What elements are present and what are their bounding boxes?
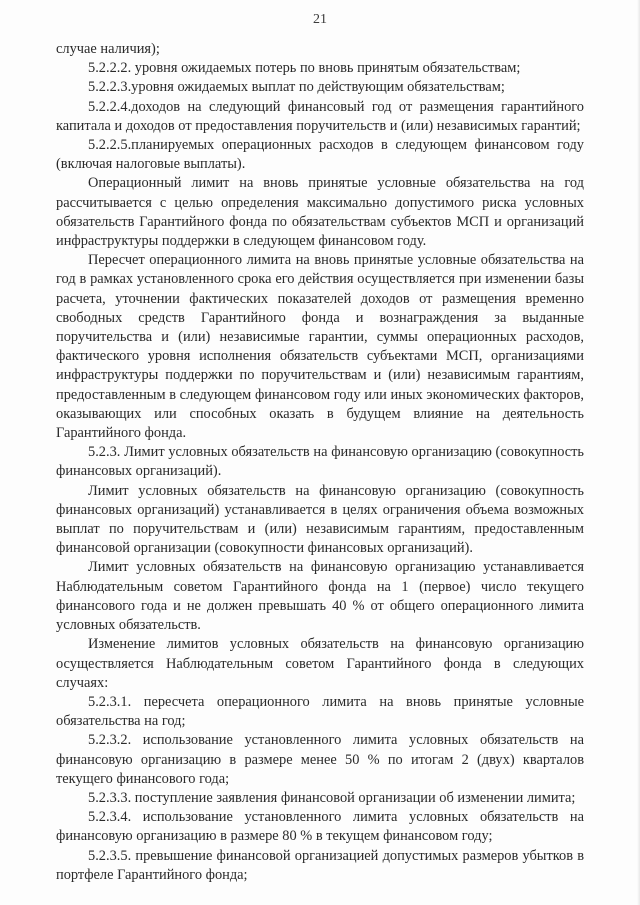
paragraph: 5.2.3.4. использование установленного лимита условных обязательств на финансовую организацию в размере 80 % в текущем финансовом году; xyxy=(56,809,584,845)
paragraph: 5.2.2.3.уровня ожидаемых выплат по действующим обязательствам; xyxy=(88,79,505,96)
paragraph: Лимит условных обязательств на финансовую организацию устанавливается Наблюдательным советом Гарантийного фонда на 1 (первое) число текущего финансового года и не должен превышать 40 % от общего операционного лимита условных обязательств. xyxy=(56,559,584,634)
paragraph: 5.2.2.5.планируемых операционных расходов в следующем финансовом году (включая налоговые выплаты). xyxy=(56,137,584,173)
paragraph: 5.2.2.4.доходов на следующий финансовый год от размещения гарантийного капитала и доходов от предоставления поручительств и (или) независимых гарантий; xyxy=(56,98,584,134)
paragraph: Лимит условных обязательств на финансовую организацию (совокупность финансовых организаций) устанавливается в целях ограничения объема возможных выплат по поручительствам и (или) независимым гарантиям, предоставленным финансовой организации (совокупности финансовых организаций). xyxy=(56,482,584,557)
page-number: 21 xyxy=(313,12,327,27)
paragraph: 5.2.3. Лимит условных обязательств на финансовую организацию (совокупность финансовых организаций). xyxy=(56,444,584,480)
paragraph: Пересчет операционного лимита на вновь принятые условные обязательства на год в рамках установленного срока его действия осуществляется при изменении базы расчета, уточнении фактических показателей доходов от размещения временно свободных средств Гарантийного фонда и вознаграждения за выданные поручительства и (или) независимые гарантии, суммы операционных расходов, фактического уровня исполнения обязательств субъектами МСП, организациями инфраструктуры поддержки по поручительствам и (или) независимым гарантиям, предоставленным в следующем финансовом году или иных экономических факторов, оказывающих или способных оказать в будущем влияние на деятельность Гарантийного фонда. xyxy=(56,252,584,442)
document-body xyxy=(56,40,584,885)
paragraph: 5.2.2.2. уровня ожидаемых потерь по вновь принятым обязательствам; xyxy=(88,60,521,77)
paragraph: 5.2.3.2. использование установленного лимита условных обязательств на финансовую организацию в размере менее 50 % по итогам 2 (двух) кварталов текущего финансового года; xyxy=(56,732,584,787)
paragraph: 5.2.3.3. поступление заявления финансовой организации об изменении лимита; xyxy=(88,789,576,806)
paragraph: Операционный лимит на вновь принятые условные обязательства на год рассчитывается с целью определения максимально допустимого риска условных обязательств Гарантийного фонда по обязательствам субъектов МСП и организаций инфраструктуры поддержки в следующем финансовом году. xyxy=(56,175,584,250)
paragraph: 5.2.3.5. превышение финансовой организацией допустимых размеров убытков в портфеле Гарантийного фонда; xyxy=(56,847,584,883)
paragraph: случае наличия); xyxy=(56,41,160,57)
paragraph: 5.2.3.1. пересчета операционного лимита на вновь принятые условные обязательства на год; xyxy=(56,693,584,730)
paragraph: Изменение лимитов условных обязательств на финансовую организацию осуществляется Наблюдательным советом Гарантийного фонда в следующих случаях: xyxy=(56,636,584,691)
